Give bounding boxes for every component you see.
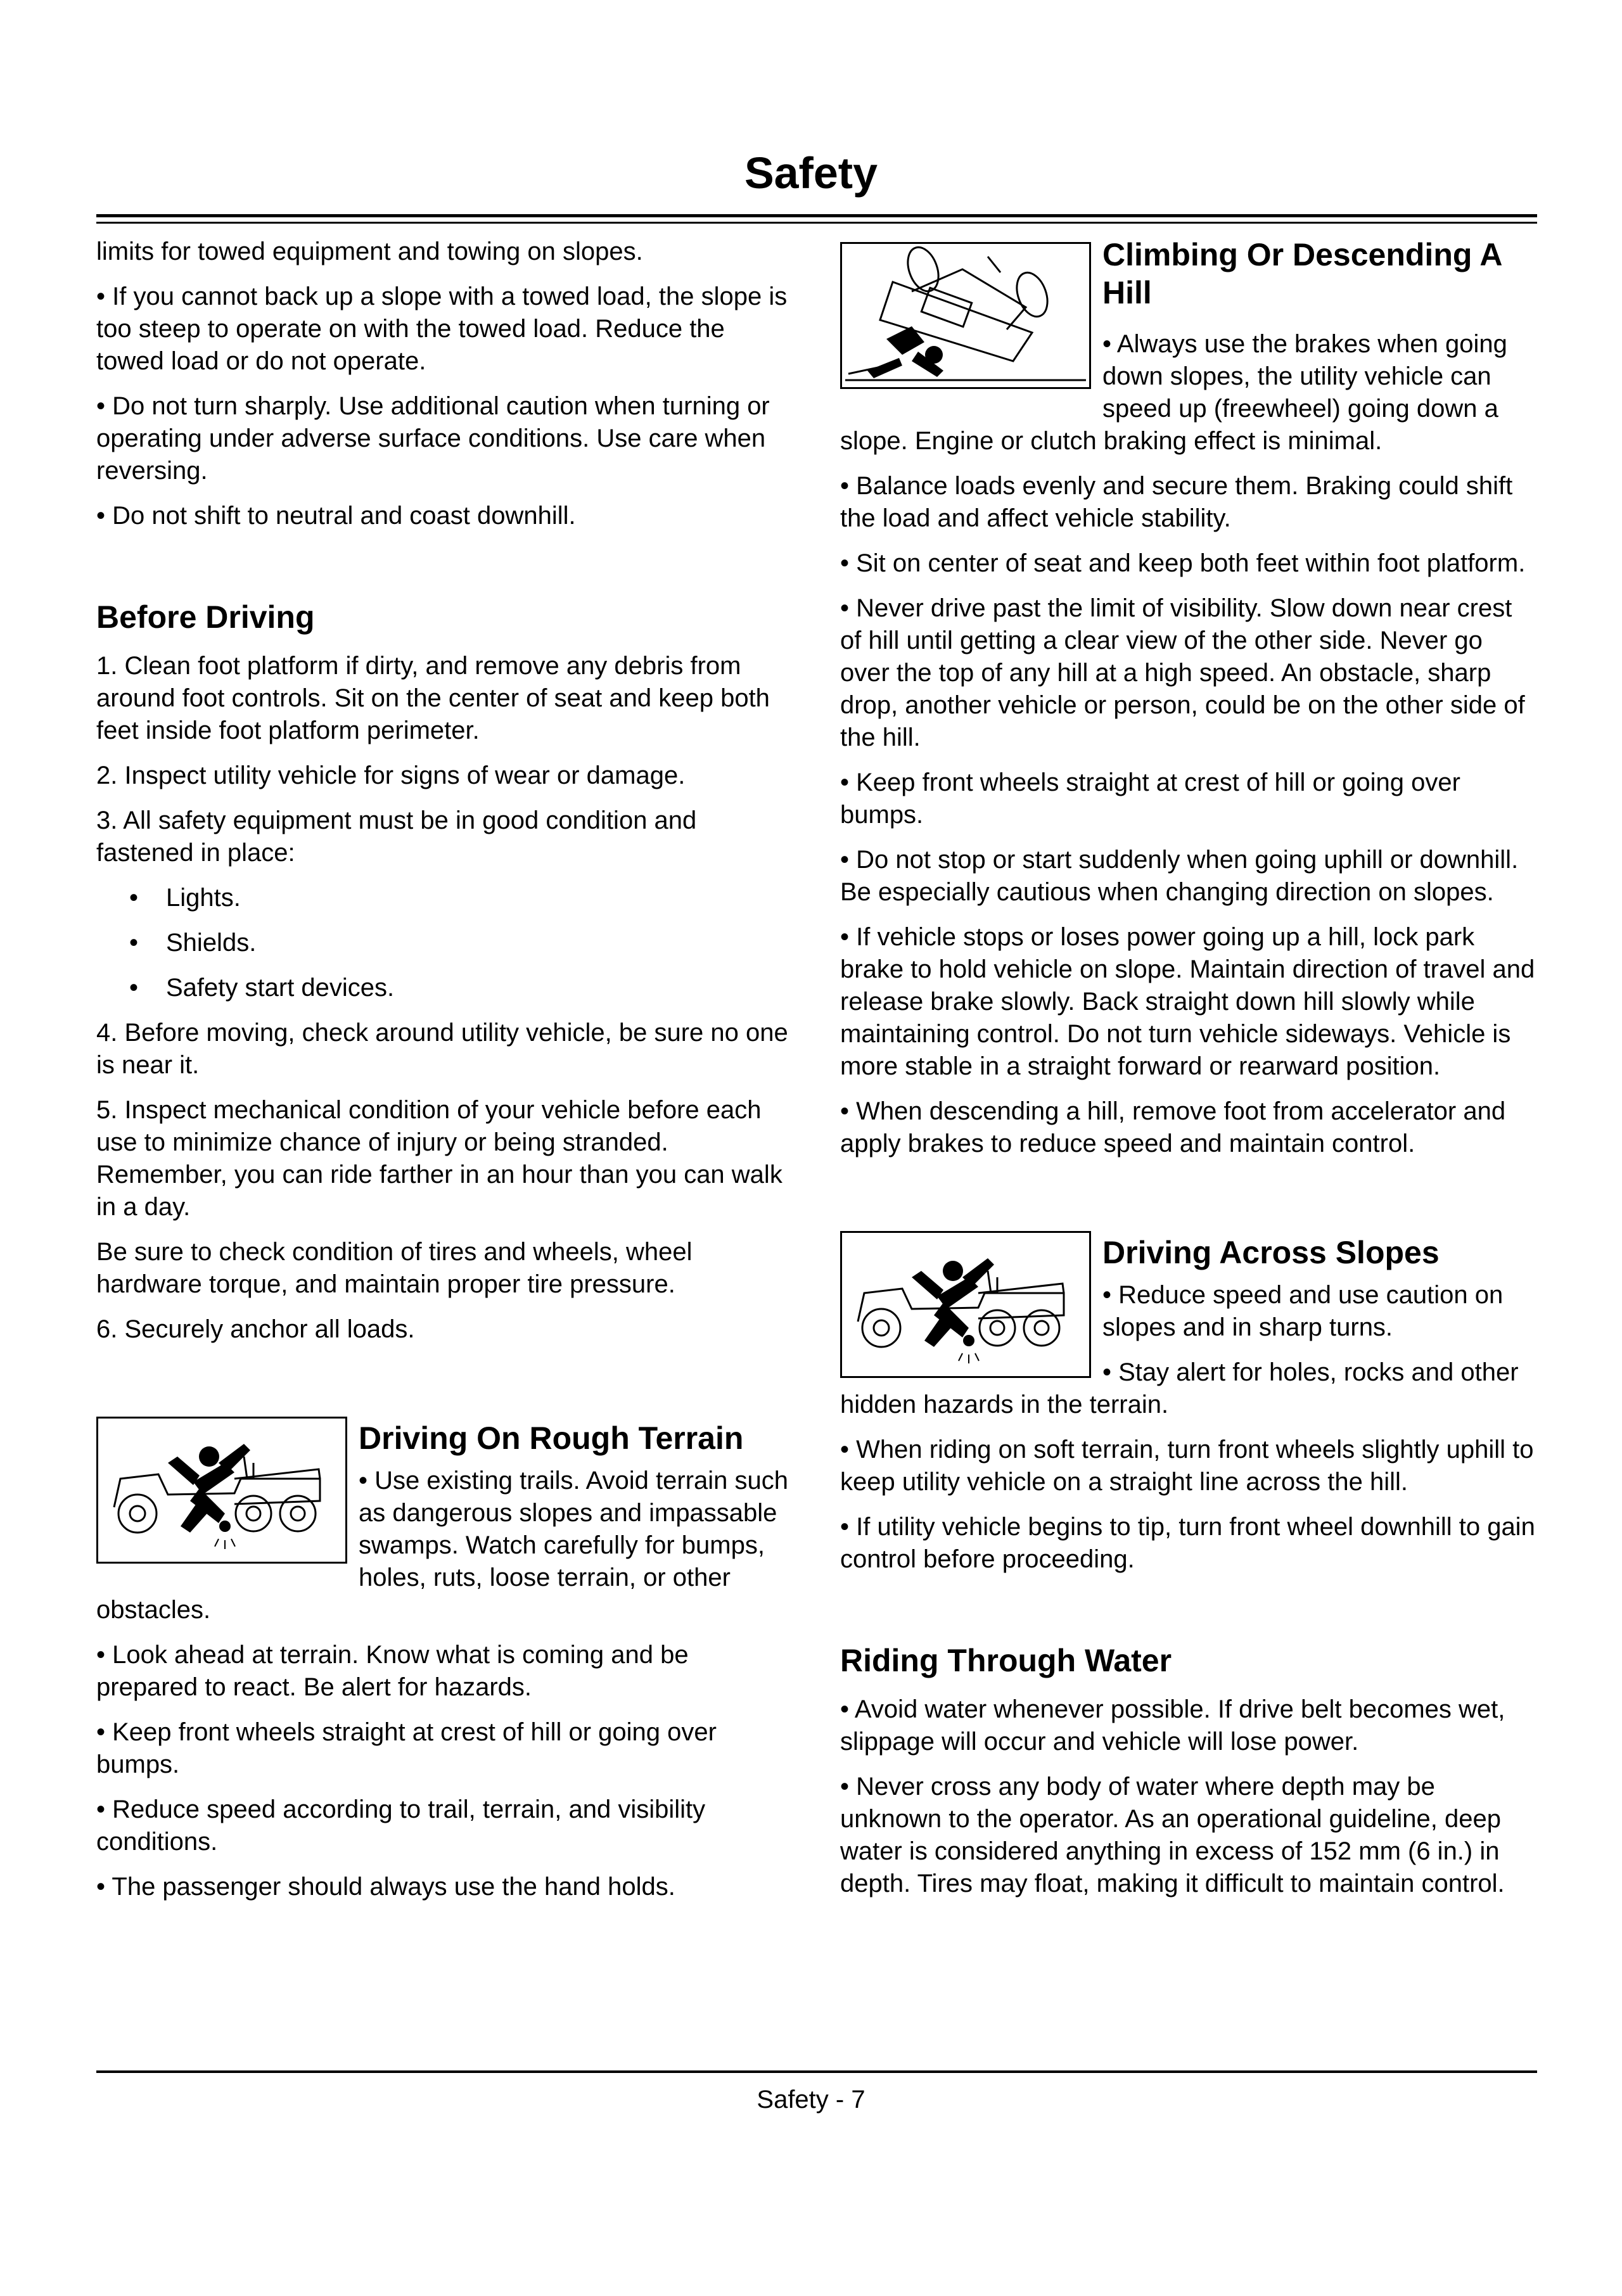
paragraph: • Do not turn sharply. Use additional caution when turning or operating under adverse surface conditions. Use care when reversing. <box>96 392 770 485</box>
section-heading-rough-terrain: Driving On Rough Terrain <box>359 1420 744 1456</box>
paragraph: • Use existing trails. Avoid terrain such as dangerous slopes and impassable swamps. Watch carefully for bumps, holes, ruts, loose terrain, or other obstacles. <box>96 1467 789 1624</box>
slope-ejection-icon <box>840 1231 1091 1378</box>
step: 2. Inspect utility vehicle for signs of wear or damage. <box>96 762 686 789</box>
section-heading-before-driving: Before Driving <box>96 599 315 635</box>
paragraph: • If utility vehicle begins to tip, turn front wheel downhill to gain control before proceeding. <box>840 1513 1535 1573</box>
paragraph: • If vehicle stops or loses power going up a hill, lock park brake to hold vehicle on slope. Maintain direction of travel and release brake slowly. Back straight down hill slowly while maintaining control. Do not turn vehicle sideways. Vehicle is more stable in a straight forward or rearward position. <box>840 923 1535 1080</box>
paragraph: • Never drive past the limit of visibility. Slow down near crest of hill until getting a clear view of the other side. Never go over the top of any hill at a high speed. An obstacle, sharp drop, another vehicle or person, could be on the other side of the hill. <box>840 594 1525 751</box>
paragraph: • Reduce speed and use caution on slopes and in sharp turns. <box>1102 1281 1504 1341</box>
paragraph: • Balance loads evenly and secure them. Braking could shift the load and affect vehicle stability. <box>840 472 1513 532</box>
paragraph: • Look ahead at terrain. Know what is coming and be prepared to react. Be alert for hazards. <box>96 1641 689 1701</box>
section-heading-riding-through-water: Riding Through Water <box>840 1643 1172 1678</box>
paragraph: • Sit on center of seat and keep both feet within foot platform. <box>840 549 1526 577</box>
list-item: • Shields. <box>96 927 788 959</box>
paragraph: • Do not shift to neutral and coast downhill. <box>96 502 576 530</box>
vehicle-rollover-icon <box>840 242 1091 389</box>
equipment-list <box>96 882 788 1004</box>
list-item: • Lights. <box>96 882 788 914</box>
paragraph: • When descending a hill, remove foot from accelerator and apply brakes to reduce speed and maintain control. <box>840 1097 1506 1158</box>
paragraph: • Reduce speed according to trail, terrain, and visibility conditions. <box>96 1795 706 1856</box>
paragraph: • Avoid water whenever possible. If drive belt becomes wet, slippage will occur and vehicle will lose power. <box>840 1695 1505 1756</box>
step: 5. Inspect mechanical condition of your vehicle before each use to minimize chance of injury or being stranded. Remember, you can ride farther in an hour than you can walk in a day. <box>96 1096 782 1221</box>
paragraph: • Do not stop or start suddenly when going uphill or downhill. Be especially cautious when changing direction on slopes. <box>840 846 1519 906</box>
paragraph: • Stay alert for holes, rocks and other hidden hazards in the terrain. <box>840 1358 1519 1419</box>
header-rule-thin <box>96 222 1537 224</box>
paragraph: • If you cannot back up a slope with a towed load, the slope is too steep to operate on with the towed load. Reduce the towed load or do not operate. <box>96 283 788 375</box>
page-title: Safety <box>744 148 878 198</box>
step: 4. Before moving, check around utility vehicle, be sure no one is near it. <box>96 1019 788 1079</box>
step: 6. Securely anchor all loads. <box>96 1315 415 1343</box>
footer-rule <box>96 2070 1537 2073</box>
list-item: • Safety start devices. <box>96 972 788 1004</box>
header-rule <box>96 214 1537 217</box>
paragraph: • Never cross any body of water where depth may be unknown to the operator. As an operational guideline, deep water is considered anything in excess of 152 mm (6 in.) in depth. Tires may float, making it difficult to maintain control. <box>840 1773 1505 1897</box>
paragraph: limits for towed equipment and towing on slopes. <box>96 238 643 265</box>
section-heading-across-slopes: Driving Across Slopes <box>1102 1235 1440 1270</box>
step: 1. Clean foot platform if dirty, and remove any debris from around foot controls. Sit on the center of seat and keep both feet inside foot platform perimeter. <box>96 652 770 744</box>
step: 3. All safety equipment must be in good condition and fastened in place: <box>96 807 697 867</box>
right-column <box>840 236 1537 1913</box>
page-number: Safety - 7 <box>757 2086 865 2114</box>
section-heading-climbing-descending: Climbing Or Descending A Hill <box>1102 237 1502 310</box>
rough-terrain-ejection-icon <box>96 1417 347 1564</box>
paragraph: • The passenger should always use the hand holds. <box>96 1873 675 1901</box>
paragraph: • When riding on soft terrain, turn front wheels slightly uphill to keep utility vehicle on a straight line across the hill. <box>840 1436 1534 1496</box>
paragraph: • Keep front wheels straight at crest of hill or going over bumps. <box>96 1718 717 1778</box>
paragraph: Be sure to check condition of tires and wheels, wheel hardware torque, and maintain proper tire pressure. <box>96 1238 693 1298</box>
paragraph: • Keep front wheels straight at crest of hill or going over bumps. <box>840 769 1460 829</box>
left-column <box>96 236 788 1916</box>
paragraph: • Always use the brakes when going down slopes, the utility vehicle can speed up (freewheel) going down a slope. Engine or clutch braking effect is minimal. <box>840 330 1507 455</box>
